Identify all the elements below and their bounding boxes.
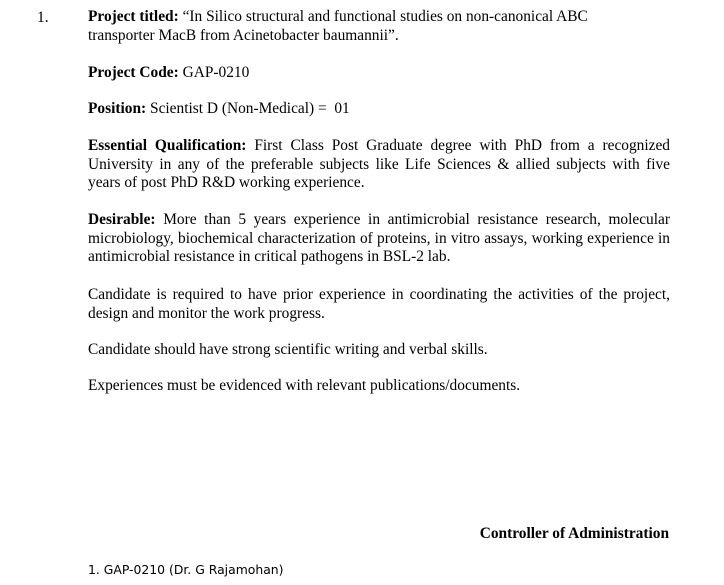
desirable-label: Desirable: xyxy=(88,211,156,228)
project-title-label: Project titled: xyxy=(88,8,179,25)
essential-qualification-label: Essential Qualification: xyxy=(88,137,247,154)
note-skills: Candidate should have strong scientific writing and verbal skills. xyxy=(88,341,488,358)
position-label: Position: xyxy=(88,100,147,117)
project-title-line1: “In Silico structural and functional studies on non-canonical ABC xyxy=(182,8,588,25)
desirable xyxy=(88,211,670,267)
footer-note: 1. GAP-0210 (Dr. G Rajamohan) xyxy=(88,562,284,577)
note-experience: Candidate is required to have prior experience in coordinating the activities of the project, design and monitor the work progress. xyxy=(88,286,670,322)
essential-qualification xyxy=(88,137,670,193)
desirable-text: More than 5 years experience in antimicrobial resistance research, molecular microbiology, biochemical characterization of proteins, in vitro assays, working experience in antimicrobial resistance in critical pathogens in BSL-2 lab. xyxy=(88,211,670,265)
project-code-label: Project Code: xyxy=(88,64,179,81)
position xyxy=(88,100,670,119)
project-code-value: GAP-0210 xyxy=(182,64,250,81)
position-value: Scientist D (Non-Medical) = 01 xyxy=(150,100,350,117)
project-code xyxy=(88,64,670,83)
item-number: 1. xyxy=(37,9,49,26)
signature: Controller of Administration xyxy=(479,525,669,542)
essential-qualification-text: First Class Post Graduate degree with PhD from a recognized University in any of the preferable subjects like Life Sciences & allied subjects with five years of post PhD R&D working experience. xyxy=(88,137,670,191)
project-title xyxy=(88,8,670,45)
project-title-line2: transporter MacB from Acinetobacter baumannii”. xyxy=(88,26,399,44)
note-evidence: Experiences must be evidenced with relevant publications/documents. xyxy=(88,377,521,394)
